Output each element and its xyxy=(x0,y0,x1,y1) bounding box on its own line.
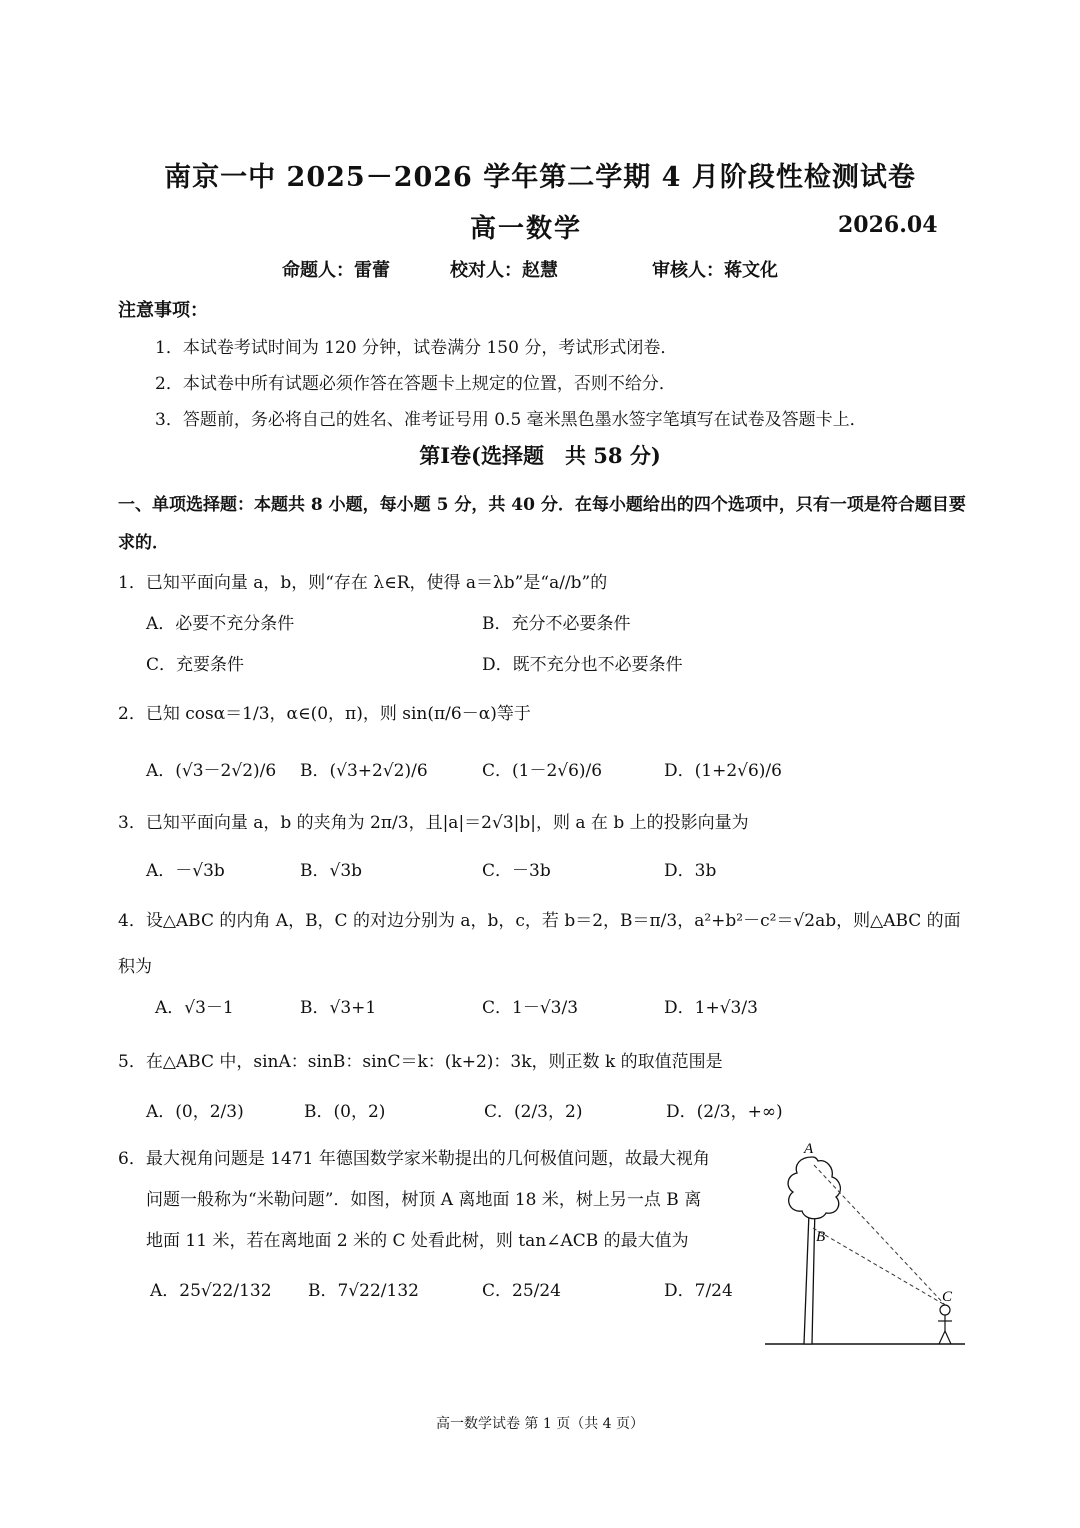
question-2-stem: 2．已知 cosα＝1/3，α∈(0，π)，则 sin(π/6－α)等于 xyxy=(118,704,531,724)
q6-option-a: A．25√22/132 xyxy=(150,1281,272,1301)
section-title: 第Ⅰ卷(选择题 共 58 分) xyxy=(419,443,661,468)
observer-leg xyxy=(945,1331,951,1344)
sight-line-ca xyxy=(814,1165,945,1305)
question-5-stem: 5．在△ABC 中，sinA：sinB：sinC＝k：(k+2)：3k，则正数 k 的取值范围是 xyxy=(118,1052,723,1072)
subject-title: 高一数学 xyxy=(470,214,583,244)
q1-option-d: D．既不充分也不必要条件 xyxy=(482,655,683,675)
q5-option-c: C．(2/3，2) xyxy=(484,1102,583,1122)
notes-heading: 注意事项： xyxy=(118,300,208,321)
q4-option-d: D．1+√3/3 xyxy=(664,998,758,1018)
note-item: 2．本试卷中所有试题必须作答在答题卡上规定的位置，否则不给分． xyxy=(155,374,676,394)
proofreader: 校对人：赵慧 xyxy=(450,260,558,281)
label-a: A xyxy=(804,1141,814,1157)
q1-option-b: B．充分不必要条件 xyxy=(482,614,631,634)
label-c: C xyxy=(942,1289,953,1305)
tree-foliage xyxy=(788,1157,840,1219)
q3-option-c: C．－3b xyxy=(482,861,551,881)
question-3-stem: 3．已知平面向量 a，b 的夹角为 2π/3，且|a|＝2√3|b|，则 a 在 b 上的投影向量为 xyxy=(118,813,749,833)
reviewer: 审核人：蒋文化 xyxy=(652,260,778,281)
q5-option-b: B．(0，2) xyxy=(304,1102,386,1122)
exam-date: 2026.04 xyxy=(838,212,938,238)
observer-leg xyxy=(939,1331,945,1344)
q2-option-b: B．(√3+2√2)/6 xyxy=(300,761,428,781)
question-6-line-3: 地面 11 米，若在离地面 2 米的 C 处看此树，则 tan∠ACB 的最大值为 xyxy=(146,1231,689,1251)
label-b: B xyxy=(816,1229,826,1245)
miller-problem-figure xyxy=(760,1135,970,1350)
q4-option-a: A．√3－1 xyxy=(155,998,234,1018)
q3-option-a: A．－√3b xyxy=(146,861,225,881)
sight-line-cb xyxy=(813,1228,945,1305)
q5-option-d: D．(2/3，+∞) xyxy=(666,1102,783,1122)
q1-option-c: C．充要条件 xyxy=(146,655,245,675)
q2-option-c: C．(1－2√6)/6 xyxy=(482,761,603,781)
observer-head xyxy=(940,1305,950,1315)
q2-option-a: A．(√3－2√2)/6 xyxy=(146,761,277,781)
q3-option-b: B．√3b xyxy=(300,861,363,881)
setter: 命题人：雷蕾 xyxy=(282,260,390,281)
question-4-stem: 4．设△ABC 的内角 A，B，C 的对边分别为 a，b，c，若 b＝2，B＝π/3，a²+b²－c²＝√2ab，则△ABC 的面积为 xyxy=(118,911,961,977)
part-one-instructions: 一、单项选择题：本题共 8 小题，每小题 5 分，共 40 分．在每小题给出的四个选项中，只有一项是符合题目要求的． xyxy=(118,495,966,553)
q6-option-c: C．25/24 xyxy=(482,1281,561,1301)
q2-option-d: D．(1+2√6)/6 xyxy=(664,761,782,781)
q6-option-b: B．7√22/132 xyxy=(308,1281,419,1301)
q3-option-d: D．3b xyxy=(664,861,717,881)
q4-option-b: B．√3+1 xyxy=(300,998,377,1018)
question-6-line-1: 6．最大视角问题是 1471 年德国数学家米勒提出的几何极值问题，故最大视角 xyxy=(118,1149,710,1169)
note-item: 1．本试卷考试时间为 120 分钟，试卷满分 150 分，考试形式闭卷． xyxy=(155,338,678,358)
note-item: 3．答题前，务必将自己的姓名、准考证号用 0.5 毫米黑色墨水签字笔填写在试卷及答题卡上． xyxy=(155,410,867,430)
page-footer: 高一数学试卷 第 1 页（共 4 页） xyxy=(435,1416,645,1432)
q4-option-c: C．1－√3/3 xyxy=(482,998,579,1018)
q1-option-a: A．必要不充分条件 xyxy=(146,614,295,634)
question-1-stem: 1．已知平面向量 a，b，则“存在 λ∈R，使得 a＝λb”是“a//b”的 xyxy=(118,573,608,593)
question-6-line-2: 问题一般称为“米勒问题”．如图，树顶 A 离地面 18 米，树上另一点 B 离 xyxy=(146,1190,702,1210)
exam-title: 南京一中 2025－2026 学年第二学期 4 月阶段性检测试卷 xyxy=(164,162,916,193)
q6-option-d: D．7/24 xyxy=(664,1281,733,1301)
q5-option-a: A．(0，2/3) xyxy=(146,1102,244,1122)
